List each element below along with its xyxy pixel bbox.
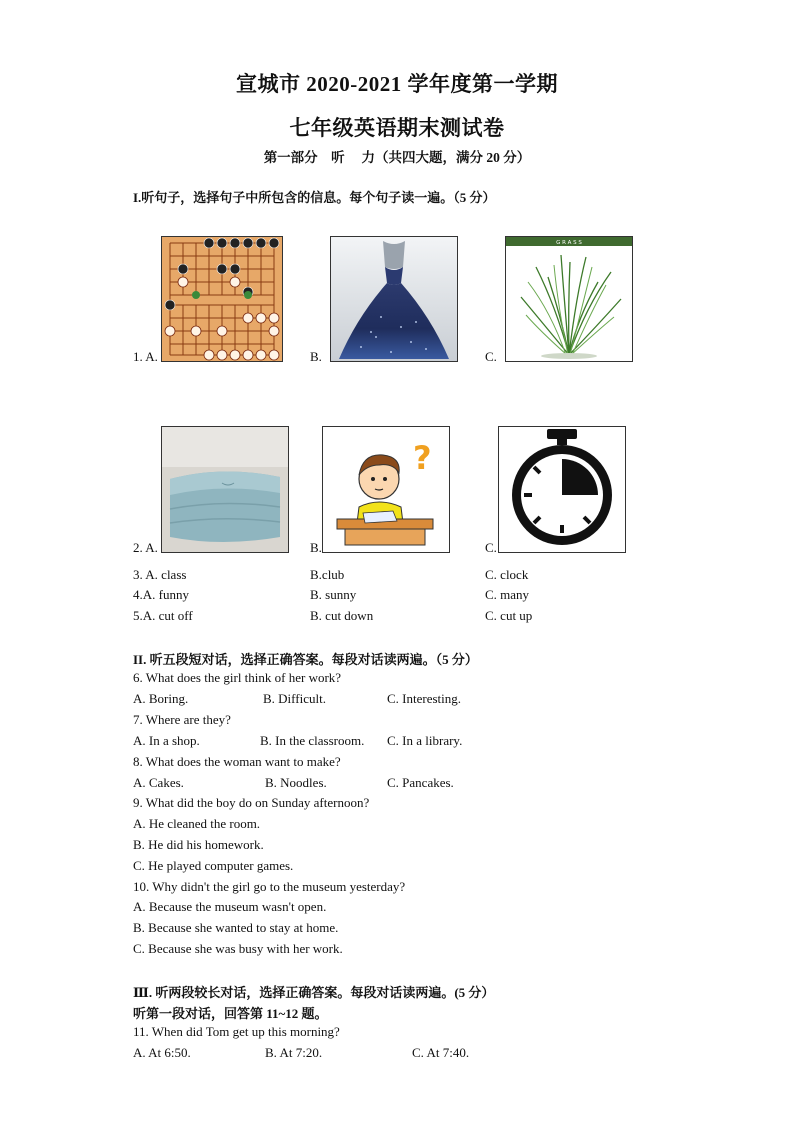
- q3-option-a: 3. A. class: [133, 567, 187, 582]
- q5-option-b: B. cut down: [310, 608, 374, 623]
- q5-option-c: C. cut up: [485, 608, 533, 623]
- q10-option-b: B. Because she wanted to stay at home.: [133, 920, 339, 935]
- q7-stem: 7. Where are they?: [133, 712, 231, 727]
- question-mark-icon: ?: [413, 439, 432, 477]
- q4-option-a: 4.A. funny: [133, 587, 189, 602]
- section2-heading: II. 听五段短对话，选择正确答案。每段对话读两遍。（5 分）: [133, 652, 478, 667]
- section3-subheading: 听第一段对话，回答第 11~12 题。: [133, 1006, 328, 1021]
- q6-stem: 6. What does the girl think of her work?: [133, 670, 342, 685]
- q11-option-b: B. At 7:20.: [265, 1045, 323, 1060]
- q2-option-b-label: B.: [310, 540, 322, 555]
- q2-option-c-label: C.: [485, 540, 497, 555]
- q8-stem: 8. What does the woman want to make?: [133, 754, 341, 769]
- q4-option-c: C. many: [485, 587, 530, 602]
- chinese-chess-board-image: [161, 236, 283, 362]
- q10-option-c: C. Because she was busy with her work.: [133, 941, 343, 956]
- section1-heading: I.听句子，选择句子中所包含的信息。每个句子读一遍。（5 分）: [133, 190, 496, 205]
- q8-option-c: C. Pancakes.: [387, 775, 454, 790]
- part-heading: 第一部分 听 力（共四大题，满分 20 分）: [263, 150, 531, 165]
- q6-option-a: A. Boring.: [133, 691, 189, 706]
- q6-option-b: B. Difficult.: [263, 691, 326, 706]
- q10-stem: 10. Why didn't the girl go to the museum yesterday?: [133, 879, 406, 894]
- q8-option-b: B. Noodles.: [265, 775, 327, 790]
- boy-thinking-at-desk-image: [322, 426, 450, 553]
- q9-option-a: A. He cleaned the room.: [133, 816, 261, 831]
- q3-option-b: B.club: [310, 567, 345, 582]
- q1-option-c-label: C.: [485, 349, 497, 364]
- q11-stem: 11. When did Tom get up this morning?: [133, 1024, 340, 1039]
- q4-option-b: B. sunny: [310, 587, 357, 602]
- q11-option-c: C. At 7:40.: [412, 1045, 470, 1060]
- q3-option-c: C. clock: [485, 567, 529, 582]
- q7-option-a: A. In a shop.: [133, 733, 200, 748]
- q9-option-b: B. He did his homework.: [133, 837, 264, 852]
- exam-subtitle: 七年级英语期末测试卷: [289, 116, 505, 140]
- q5-option-a: 5.A. cut off: [133, 608, 193, 623]
- q2-option-a-label: 2. A.: [133, 540, 158, 555]
- grass-caption: G R A S S: [556, 240, 582, 246]
- q9-option-c: C. He played computer games.: [133, 858, 294, 873]
- q6-option-c: C. Interesting.: [387, 691, 462, 706]
- q7-option-b: B. In the classroom.: [260, 733, 365, 748]
- folded-quilt-image: [161, 426, 289, 553]
- q9-stem: 9. What did the boy do on Sunday afternoon?: [133, 795, 370, 810]
- blue-ball-gown-image: [330, 236, 458, 362]
- stopwatch-image: [498, 426, 626, 553]
- q8-option-a: A. Cakes.: [133, 775, 184, 790]
- section3-heading: Ⅲ. 听两段较长对话，选择正确答案。每段对话读两遍。(5 分）: [133, 985, 495, 1000]
- q7-option-c: C. In a library.: [387, 733, 463, 748]
- q1-option-a-label: 1. A.: [133, 349, 158, 364]
- q10-option-a: A. Because the museum wasn't open.: [133, 899, 327, 914]
- exam-title: 宣城市 2020-2021 学年度第一学期: [236, 72, 558, 96]
- q1-option-b-label: B.: [310, 349, 322, 364]
- grass-clump-image: [505, 236, 633, 362]
- q11-option-a: A. At 6:50.: [133, 1045, 191, 1060]
